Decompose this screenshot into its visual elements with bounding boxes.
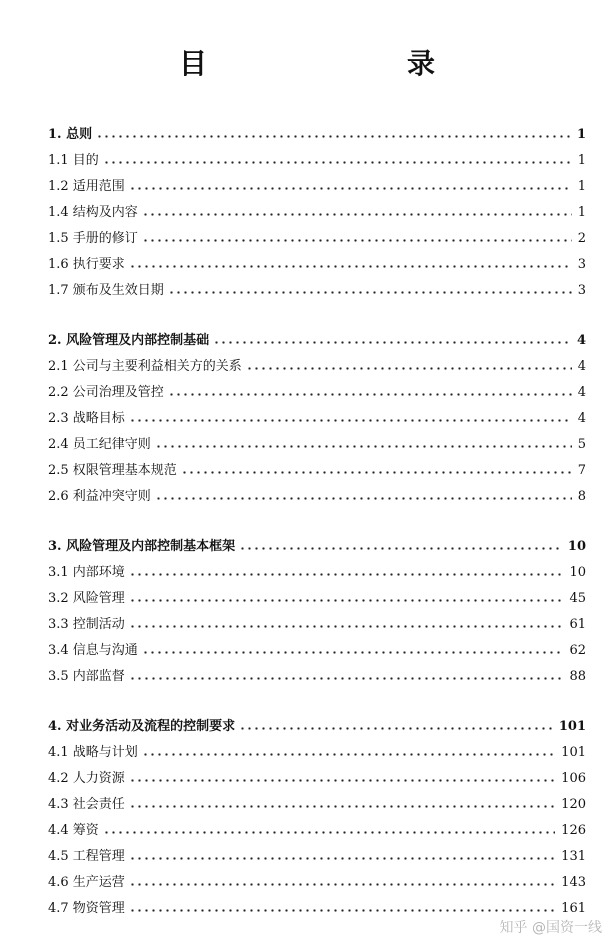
toc-item-label: 4.4 筹资 — [48, 823, 99, 838]
toc-item-label: 1.4 结构及内容 — [48, 205, 138, 220]
watermark: 知乎 @国资一线 — [499, 920, 602, 936]
dot-leader — [168, 393, 572, 396]
dot-leader — [142, 651, 564, 654]
toc-page-number: 8 — [577, 489, 586, 504]
toc-item[interactable] — [48, 226, 586, 252]
toc-item-label: 1.7 颁布及生效日期 — [48, 283, 164, 298]
toc-item[interactable] — [48, 484, 586, 510]
dot-leader — [103, 161, 572, 164]
toc-item[interactable] — [48, 354, 586, 380]
toc-item[interactable] — [48, 664, 586, 690]
toc-item-label: 2.1 公司与主要利益相关方的关系 — [48, 359, 242, 374]
toc-page-number: 1 — [576, 127, 586, 142]
toc-item-label: 2.2 公司治理及管控 — [48, 385, 164, 400]
dot-leader — [129, 677, 564, 680]
toc-page-number: 3 — [577, 257, 586, 272]
toc-page-number: 61 — [569, 617, 586, 632]
toc-item-label: 2.5 权限管理基本规范 — [48, 463, 177, 478]
toc-page-number: 101 — [558, 719, 586, 734]
toc-item[interactable] — [48, 560, 586, 586]
toc-page-number: 7 — [577, 463, 586, 478]
toc-item-label: 1.5 手册的修订 — [48, 231, 138, 246]
dot-leader — [181, 471, 572, 474]
toc-page-number: 143 — [561, 875, 586, 890]
toc-item-label: 4.6 生产运营 — [48, 875, 125, 890]
dot-leader — [129, 573, 564, 576]
toc-item-label: 2.6 利益冲突守则 — [48, 489, 151, 504]
dot-leader — [129, 857, 555, 860]
toc-item[interactable] — [48, 612, 586, 638]
toc-item-label: 1.2 适用范围 — [48, 179, 125, 194]
toc-page-number: 106 — [561, 771, 586, 786]
toc-heading-4[interactable] — [48, 714, 586, 740]
toc-page-number: 1 — [577, 179, 586, 194]
toc-item[interactable] — [48, 432, 586, 458]
toc-item[interactable] — [48, 586, 586, 612]
toc-item-label: 1.6 执行要求 — [48, 257, 125, 272]
toc-item[interactable] — [48, 766, 586, 792]
toc-page-number: 3 — [577, 283, 586, 298]
toc-item-label: 3.4 信息与沟通 — [48, 643, 138, 658]
toc-item[interactable] — [48, 844, 586, 870]
toc-item-label: 2.4 员工纪律守则 — [48, 437, 151, 452]
toc-item-label: 4.1 战略与计划 — [48, 745, 138, 760]
dot-leader — [129, 265, 572, 268]
toc-item[interactable] — [48, 148, 586, 174]
toc-heading-label: 1. 总则 — [48, 127, 93, 142]
toc-page-number: 131 — [561, 849, 586, 864]
toc-heading-1[interactable] — [48, 122, 586, 148]
dot-leader — [129, 599, 564, 602]
toc-item-label: 3.5 内部监督 — [48, 669, 125, 684]
dot-leader — [129, 805, 555, 808]
dot-leader — [142, 753, 555, 756]
toc-page-number: 4 — [576, 333, 586, 348]
toc-item[interactable] — [48, 870, 586, 896]
toc-item-label: 3.2 风险管理 — [48, 591, 125, 606]
dot-leader — [239, 727, 553, 730]
page-title: 目 录 — [178, 47, 483, 80]
dot-leader — [155, 497, 572, 500]
dot-leader — [129, 625, 564, 628]
dot-leader — [129, 419, 572, 422]
toc-heading-3[interactable] — [48, 534, 586, 560]
toc-page-number: 4 — [577, 359, 586, 374]
toc-page-number: 5 — [577, 437, 586, 452]
toc-item[interactable] — [48, 380, 586, 406]
toc-page-number: 4 — [577, 411, 586, 426]
dot-leader — [103, 831, 555, 834]
dot-leader — [129, 187, 572, 190]
toc-item[interactable] — [48, 406, 586, 432]
toc-item[interactable] — [48, 252, 586, 278]
toc-item[interactable] — [48, 200, 586, 226]
toc-page-number: 1 — [577, 153, 586, 168]
table-of-contents — [48, 122, 586, 922]
toc-heading-label: 4. 对业务活动及流程的控制要求 — [48, 719, 236, 734]
dot-leader — [155, 445, 572, 448]
toc-item-label: 3.1 内部环境 — [48, 565, 125, 580]
dot-leader — [96, 135, 571, 138]
toc-page-number: 10 — [567, 539, 586, 554]
toc-item[interactable] — [48, 818, 586, 844]
toc-page-number: 2 — [577, 231, 586, 246]
toc-item-label: 4.2 人力资源 — [48, 771, 125, 786]
dot-leader — [168, 291, 572, 294]
dot-leader — [142, 239, 572, 242]
toc-heading-label: 2. 风险管理及内部控制基础 — [48, 333, 210, 348]
dot-leader — [129, 779, 555, 782]
toc-item[interactable] — [48, 792, 586, 818]
toc-page-number: 161 — [561, 901, 586, 916]
toc-heading-label: 3. 风险管理及内部控制基本框架 — [48, 539, 236, 554]
toc-item-label: 2.3 战略目标 — [48, 411, 125, 426]
toc-page-number: 101 — [561, 745, 586, 760]
toc-item-label: 4.3 社会责任 — [48, 797, 125, 812]
toc-page-number: 4 — [577, 385, 586, 400]
toc-page-number: 10 — [569, 565, 586, 580]
toc-page-number: 88 — [569, 669, 586, 684]
dot-leader — [129, 883, 555, 886]
toc-page-number: 45 — [569, 591, 586, 606]
toc-page-number: 126 — [561, 823, 586, 838]
dot-leader — [213, 341, 571, 344]
toc-item-label: 3.3 控制活动 — [48, 617, 125, 632]
toc-item[interactable] — [48, 174, 586, 200]
toc-heading-2[interactable] — [48, 328, 586, 354]
toc-item-label: 1.1 目的 — [48, 153, 99, 168]
dot-leader — [142, 213, 572, 216]
toc-item-label: 4.7 物资管理 — [48, 901, 125, 916]
toc-page-number: 120 — [561, 797, 586, 812]
dot-leader — [246, 367, 572, 370]
toc-item[interactable] — [48, 458, 586, 484]
toc-item-label: 4.5 工程管理 — [48, 849, 125, 864]
toc-item[interactable] — [48, 278, 586, 304]
toc-page-number: 1 — [577, 205, 586, 220]
dot-leader — [129, 909, 555, 912]
dot-leader — [239, 547, 562, 550]
toc-item[interactable] — [48, 740, 586, 766]
toc-item[interactable] — [48, 638, 586, 664]
toc-page-number: 62 — [569, 643, 586, 658]
